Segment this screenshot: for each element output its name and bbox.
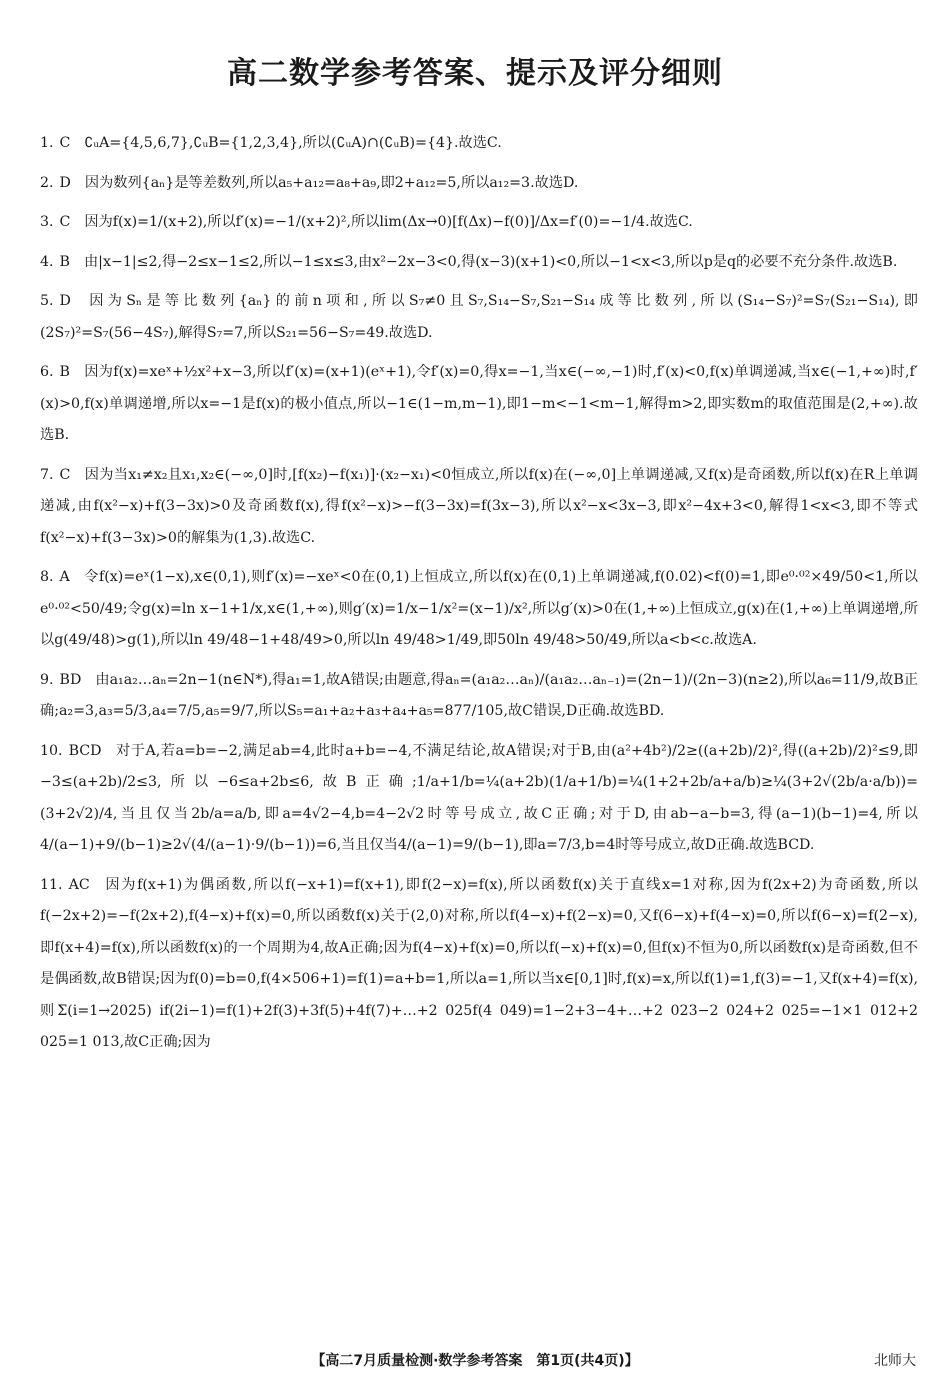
item-number: 4. bbox=[40, 253, 54, 270]
item-number: 11. bbox=[40, 876, 63, 893]
answer-item bbox=[40, 247, 918, 279]
answer-item bbox=[40, 286, 918, 349]
page-footer bbox=[0, 1348, 950, 1372]
footer-page-info: 【高二7月质量检测·数学参考答案 第1页(共4页)】 bbox=[311, 1353, 639, 1369]
item-number: 7. bbox=[40, 466, 54, 483]
item-number: 1. bbox=[40, 135, 54, 151]
item-answer: B bbox=[59, 253, 70, 270]
answer-item bbox=[40, 736, 918, 862]
item-number: 9. bbox=[40, 671, 54, 688]
answer-item bbox=[40, 460, 918, 555]
item-number: 10. bbox=[40, 742, 63, 759]
item-answer: C bbox=[59, 135, 71, 151]
item-explanation: 令f(x)=eˣ(1−x),x∈(0,1),则f′(x)=−xeˣ<0在(0,1)上恒成立,所以f(x)在(0,1)上单调递减,f(0.02)<f(0)=1,即e⁰·⁰²×49/50<1,所以e⁰·⁰²<50/49;令g(x)=ln x−1+1/x,x∈(1,+∞),则g′(x)=1/x−1/x²=(x−1)/x²,所以g′(x)>0在(1,+∞)上恒成立,g(x)在(1,+∞)上单调递增,所以g(49/48)>g(1),所以ln 49/48−1+48/49>0,所以ln 49/48>1/49,即50ln 49/48>50/49,所以a<b<c.故选A. bbox=[40, 569, 918, 648]
answer-item bbox=[40, 665, 918, 728]
item-number: 5. bbox=[40, 293, 54, 309]
answer-item bbox=[40, 207, 918, 239]
item-explanation: 因为f(x)=1/(x+2),所以f′(x)=−1/(x+2)²,所以lim(Δx→0)[f(Δx)−f(0)]/Δx=f′(0)=−1/4.故选C. bbox=[84, 214, 693, 230]
item-number: 3. bbox=[40, 214, 54, 230]
item-answer: A bbox=[59, 569, 70, 585]
answer-list bbox=[40, 128, 918, 1067]
answer-item bbox=[40, 870, 918, 1059]
item-explanation: 对于A,若a=b=−2,满足ab=4,此时a+b=−4,不满足结论,故A错误;对于B,由(a²+4b²)/2≥((a+2b)/2)²,得((a+2b)/2)²≤9,即−3≤(a+2b)/2≤3,所以−6≤a+2b≤6,故B正确;1/a+1/b=¼(a+2b)(1/a+1/b)=¼(1+2+2b/a+a/b)≥¼(3+2√(2b/a·a/b))=(3+2√2)/4,当且仅当2b/a=a/b,即a=4√2−4,b=4−2√2时等号成立,故C正确;对于D,由ab−a−b=3,得(a−1)(b−1)=4,所以4/(a−1)+9/(b−1)≥2√(4/(a−1)·9/(b−1))=6,当且仅当4/(a−1)=9/(b−1),即a=7/3,b=4时等号成立,故D正确.故选BCD. bbox=[40, 742, 918, 853]
item-answer: C bbox=[59, 466, 71, 483]
item-explanation: ∁ᵤA={4,5,6,7},∁ᵤB={1,2,3,4},所以(∁ᵤA)∩(∁ᵤB)={4}.故选C. bbox=[84, 135, 502, 151]
item-answer: BD bbox=[59, 671, 82, 688]
answer-item bbox=[40, 168, 918, 200]
item-answer: D bbox=[59, 293, 71, 309]
item-number: 8. bbox=[40, 569, 54, 585]
item-explanation: 因为当x₁≠x₂且x₁,x₂∈(−∞,0]时,[f(x₂)−f(x₁)]·(x₂−x₁)<0恒成立,所以f(x)在(−∞,0]上单调递减,又f(x)是奇函数,所以f(x)在R上单调递减,由f(x²−x)+f(3−3x)>0及奇函数f(x),得f(x²−x)>−f(3−3x)=f(3x−3),所以x²−x<3x−3,即x²−4x+3<0,解得1<x<3,即不等式f(x²−x)+f(3−3x)>0的解集为(1,3).故选C. bbox=[40, 466, 918, 546]
item-answer: BCD bbox=[68, 742, 102, 759]
item-explanation: 因为f(x)=xeˣ+½x²+x−3,所以f′(x)=(x+1)(eˣ+1),令f′(x)=0,得x=−1,当x∈(−∞,−1)时,f′(x)<0,f(x)单调递减,当x∈(−1,+∞)时,f′(x)>0,f(x)单调递增,所以x=−1是f(x)的极小值点,所以−1∈(1−m,m−1),即1−m<−1<m−1,解得m>2,即实数m的取值范围是(2,+∞).故选B. bbox=[40, 364, 918, 443]
item-explanation: 由a₁a₂…aₙ=2n−1(n∈N*),得a₁=1,故A错误;由题意,得aₙ=(a₁a₂…aₙ)/(a₁a₂…aₙ₋₁)=(2n−1)/(2n−3)(n≥2),所以a₆=11/9,故B正确;a₂=3,a₃=5/3,a₄=7/5,a₅=9/7,所以S₅=a₁+a₂+a₃+a₄+a₅=877/105,故C错误,D正确.故选BD. bbox=[40, 671, 918, 719]
page-title: 高二数学参考答案、提示及评分细则 bbox=[227, 56, 723, 91]
item-number: 6. bbox=[40, 364, 54, 380]
item-answer: D bbox=[59, 174, 71, 191]
footer-edition: 北师大 bbox=[874, 1353, 916, 1369]
item-explanation: 由|x−1|≤2,得−2≤x−1≤2,所以−1≤x≤3,由x²−2x−3<0,得(x−3)(x+1)<0,所以−1<x<3,所以p是q的必要不充分条件.故选B. bbox=[83, 253, 898, 270]
answer-item bbox=[40, 562, 918, 657]
answer-item bbox=[40, 357, 918, 452]
item-explanation: 因为Sₙ是等比数列{aₙ}的前n项和,所以S₇≠0且S₇,S₁₄−S₇,S₂₁−S₁₄成等比数列,所以(S₁₄−S₇)²=S₇(S₂₁−S₁₄),即(2S₇)²=S₇(56−4S₇),解得S₇=7,所以S₂₁=56−S₇=49.故选D. bbox=[40, 293, 918, 341]
answer-item bbox=[40, 128, 918, 160]
item-answer: B bbox=[59, 364, 70, 380]
item-answer: C bbox=[59, 214, 71, 230]
item-number: 2. bbox=[40, 174, 54, 191]
item-answer: AC bbox=[68, 876, 90, 893]
item-explanation: 因为f(x+1)为偶函数,所以f(−x+1)=f(x+1),即f(2−x)=f(x),所以函数f(x)关于直线x=1对称,因为f(2x+2)为奇函数,所以f(−2x+2)=−f(2x+2),f(4−x)+f(x)=0,所以函数f(x)关于(2,0)对称,所以f(4−x)+f(2−x)=0,又f(6−x)+f(4−x)=0,所以f(6−x)=f(2−x),即f(x+4)=f(x),所以函数f(x)的一个周期为4,故A正确;因为f(4−x)+f(x)=0,所以f(−x)+f(x)=0,但f(x)不恒为0,所以函数f(x)是奇函数,但不是偶函数,故B错误;因为f(0)=b=0,f(4×506+1)=f(1)=a+b=1,所以a=1,所以当x∈[0,1]时,f(x)=x,所以f(1)=1,f(3)=−1,又f(x+4)=f(x),则Σ(i=1→2025) if(2i−1)=f(1)+2f(3)+3f(5)+4f(7)+…+2 025f(4 049)=1−2+3−4+…+2 023−2 024+2 025=−1×1 012+2 025=1 013,故C正确;因为 bbox=[40, 876, 918, 1050]
item-explanation: 因为数列{aₙ}是等差数列,所以a₅+a₁₂=a₈+a₉,即2+a₁₂=5,所以a₁₂=3.故选D. bbox=[84, 174, 579, 191]
